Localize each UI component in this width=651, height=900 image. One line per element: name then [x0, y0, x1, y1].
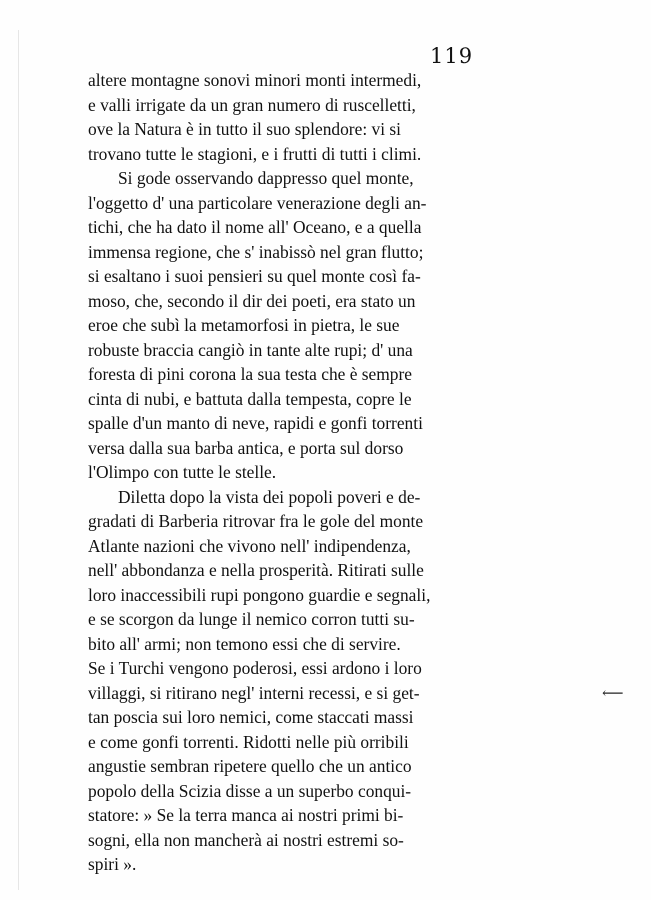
text-line: sogni, ella non mancherà ai nostri estremi so- — [88, 829, 404, 850]
text-line: angustie sembran ripetere quello che un antico — [88, 756, 412, 776]
text-line: villaggi, si ritirano negl' interni recessi, e si get- — [88, 682, 420, 703]
text-line: foresta di pini corona la sua testa che è sempre — [88, 364, 413, 384]
text-line: Atlante nazioni che vivono nell' indipendenza, — [88, 535, 411, 556]
margin-pencil-mark: ⟵ — [602, 684, 624, 702]
text-line: si esaltano i suoi pensieri su quel monte così fa- — [88, 266, 421, 286]
text-line: e come gonfi torrenti. Ridotti nelle più orribili — [88, 731, 409, 752]
text-line: popolo della Scizia disse a un superbo conqui- — [88, 780, 412, 801]
text-line: l'Olimpo con tutte le stelle. — [88, 462, 277, 482]
text-line: spalle d'un manto di neve, rapidi e gonfi torrenti — [88, 413, 423, 433]
text-line: ove la Natura è in tutto il suo splendore: vi si — [88, 119, 401, 139]
text-line: moso, che, secondo il dir dei poeti, era stato un — [88, 290, 416, 311]
text-line: eroe che subì la metamorfosi in pietra, le sue — [88, 315, 400, 335]
text-line: robuste braccia cangiò in tante alte rupi; d' una — [88, 339, 413, 360]
text-line: statore: » Se la terra manca ai nostri primi bi- — [88, 805, 404, 825]
binding-gutter-line — [18, 30, 19, 890]
text-line: e valli irrigate da un gran numero di ruscelletti, — [88, 94, 416, 115]
text-line: spiri ». — [88, 854, 137, 874]
paragraph-first-line: Si gode osservando dappresso quel monte, — [118, 168, 414, 188]
text-line: cinta di nubi, e battuta dalla tempesta, copre le — [88, 388, 412, 409]
paragraph-first-line: Diletta dopo la vista dei popoli poveri e de- — [118, 486, 421, 507]
text-line: loro inaccessibili rupi pongono guardie e segnali, — [88, 584, 431, 605]
text-line: versa dalla sua barba antica, e porta sul dorso — [88, 437, 404, 458]
text-line: immensa regione, che s' inabissò nel gran flutto; — [88, 241, 424, 262]
text-line: Se i Turchi vengono poderosi, essi ardono i loro — [88, 658, 422, 678]
page-number: 119 — [430, 44, 474, 68]
text-line: nell' abbondanza e nella prosperità. Ritirati sulle — [88, 560, 424, 580]
text-line: bito all' armi; non temono essi che di servire. — [88, 633, 401, 654]
text-line: gradati di Barberia ritrovar fra le gole del monte — [88, 511, 424, 531]
text-line: l'oggetto d' una particolare venerazione degli an- — [88, 192, 427, 213]
text-line: tichi, che ha dato il nome all' Oceano, e a quella — [88, 217, 422, 237]
text-line: trovano tutte le stagioni, e i frutti di tutti i climi. — [88, 143, 422, 164]
text-line: e se scorgon da lunge il nemico corron tutti su- — [88, 609, 415, 629]
text-line: tan poscia sui loro nemici, come staccati massi — [88, 707, 414, 727]
body-text — [88, 68, 510, 877]
text-line: altere montagne sonovi minori monti intermedi, — [88, 70, 422, 90]
